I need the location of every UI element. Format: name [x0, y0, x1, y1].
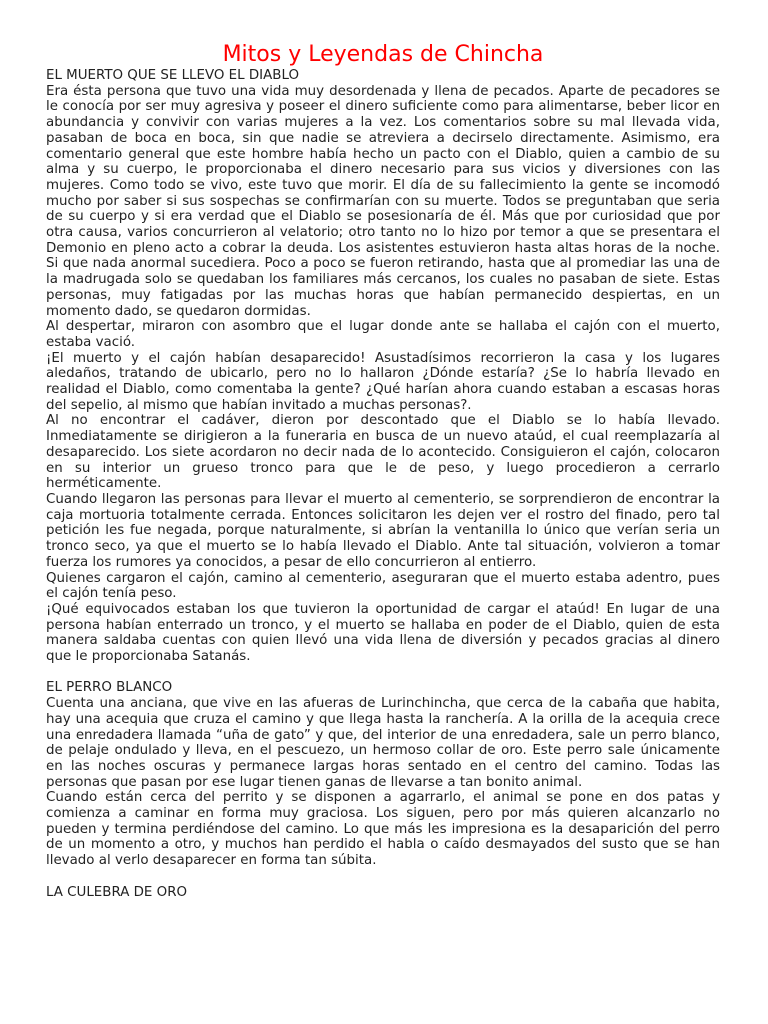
paragraph: Era ésta persona que tuvo una vida muy desordenada y llena de pecados. Aparte de pecadores se le conocía por ser muy agresiva y poseer el dinero suficiente como para alimentarse, beber licor en abundancia y convivir con varias mujeres a la vez. Los comentarios sobre su mal llevada vida, pasaban de boca en boca, sin que nadie se atreviera a decirselo directamente. Asimismo, era comentario general que este hombre había hecho un pacto con el Diablo, quien a cambio de su alma y su cuerpo, le proporcionaba el dinero necesario para sus vicios y diversiones con las mujeres. Como todo se vivo, este tuvo que morir. El día de su fallecimiento la gente se incomodó mucho por saber si sus sospechas se confirmarían con su muerte. Todos se preguntaban que seria de su cuerpo y si era verdad que el Diablo se posesionaría de él. Más que por curiosidad que por otra causa, varios concurrieron al velatorio; otro tanto no lo hizo por temor a que se presentara el Demonio en pleno acto a cobrar la deuda. Los asistentes estuvieron hasta altas horas de la noche. Si que nada anormal sucediera. Poco a poco se fueron retirando, hasta que al promediar las una de la madrugada solo se quedaban los familiares más cercanos, los cuales no pasaban de siete. Estas personas, muy fatigadas por las muchas horas que habían permanecido despiertas, en un momento dado, se quedaron dormidas.: [46, 83, 720, 319]
section-heading: EL MUERTO QUE SE LLEVO EL DIABLO: [46, 68, 299, 83]
paragraph: Al despertar, miraron con asombro que el lugar donde ante se hallaba el cajón con el muerto, estaba vació.: [46, 319, 720, 350]
section-spacer: [46, 869, 720, 885]
section-el-muerto: [46, 68, 720, 665]
paragraph: Cuando llegaron las personas para llevar el muerto al cementerio, se sorprendieron de encontrar la caja mortuoria totalmente cerrada. Entonces solicitaron les dejen ver el rostro del finado, pero tal petición les fue negada, porque naturalmente, si abrían la ventanilla lo único que verían seria un tronco seco, ya que el muerto se lo había llevado el Diablo. Ante tal situación, volvieron a tomar fuerza los rumores ya conocidos, a pesar de ello concurrieron al entierro.: [46, 491, 720, 570]
section-la-culebra-de-oro: [46, 885, 720, 901]
section-heading: LA CULEBRA DE ORO: [46, 884, 188, 900]
section-spacer: [46, 665, 720, 681]
paragraph: ¡Qué equivocados estaban los que tuvieron la oportunidad de cargar el ataúd! En lugar de una persona habían enterrado un tronco, y el muerto se hallaba en poder de el Diablo, quien de esta manera saldaba cuentas con quien llevó una vida llena de diversión y pecados gracias al dinero que le proporcionaba Satanás.: [46, 601, 720, 665]
paragraph: Cuando están cerca del perrito y se disponen a agarrarlo, el animal se pone en dos patas y comienza a caminar en forma muy graciosa. Los siguen, pero por más quieren alcanzarlo no pueden y termina perdiéndose del camino. Lo que más les impresiona es la desaparición del perro de un momento a otro, y muchos han perdido el habla o caído desmayados del susto que se han llevado al verlo desaparecer en forma tan súbita.: [46, 790, 720, 869]
paragraph: Cuenta una anciana, que vive en las afueras de Lurinchincha, que cerca de la cabaña que habita, hay una acequia que cruza el camino y que llega hasta la ranchería. A la orilla de la acequia crece una enredadera llamada “uña de gato” y que, del interior de una enredadera, sale un perro blanco, de pelaje ondulado y lleva, en el pescuezo, un hermoso collar de oro. Este perro sale únicamente en las noches oscuras y permanece largas horas sentado en el centro del camino. Todas las personas que pasan por ese lugar tienen ganas de llevarse a tan bonito animal.: [46, 696, 720, 790]
paragraph: Al no encontrar el cadáver, dieron por descontado que el Diablo se lo había llevado. Inmediatamente se dirigieron a la funeraria en busca de un nuevo ataúd, el cual reemplazaría al desaparecido. Los siete acordaron no decir nada de lo acontecido. Consiguieron el cajón, colocaron en su interior un grueso tronco para que le de peso, y luego procedieron a cerrarlo herméticamente.: [46, 413, 720, 492]
paragraph: Quienes cargaron el cajón, camino al cementerio, aseguraran que el muerto estaba adentro, pues el cajón tenía peso.: [46, 570, 720, 602]
section-heading: EL PERRO BLANCO: [46, 680, 173, 696]
document-title: Mitos y Leyendas de Chincha: [222, 42, 544, 67]
paragraph: ¡El muerto y el cajón habían desaparecido! Asustadísimos recorrieron la casa y los lugares aledaños, tratando de ubicarlo, pero no lo hallaron ¿Dónde estaría? ¿Se lo habría llevado en realidad el Diablo, como comentaba la gente? ¿Qué harían ahora cuando estaban a escasas horas del sepelio, al mismo que habían invitado a muchas personas?.: [46, 350, 720, 413]
section-el-perro-blanco: [46, 680, 720, 868]
